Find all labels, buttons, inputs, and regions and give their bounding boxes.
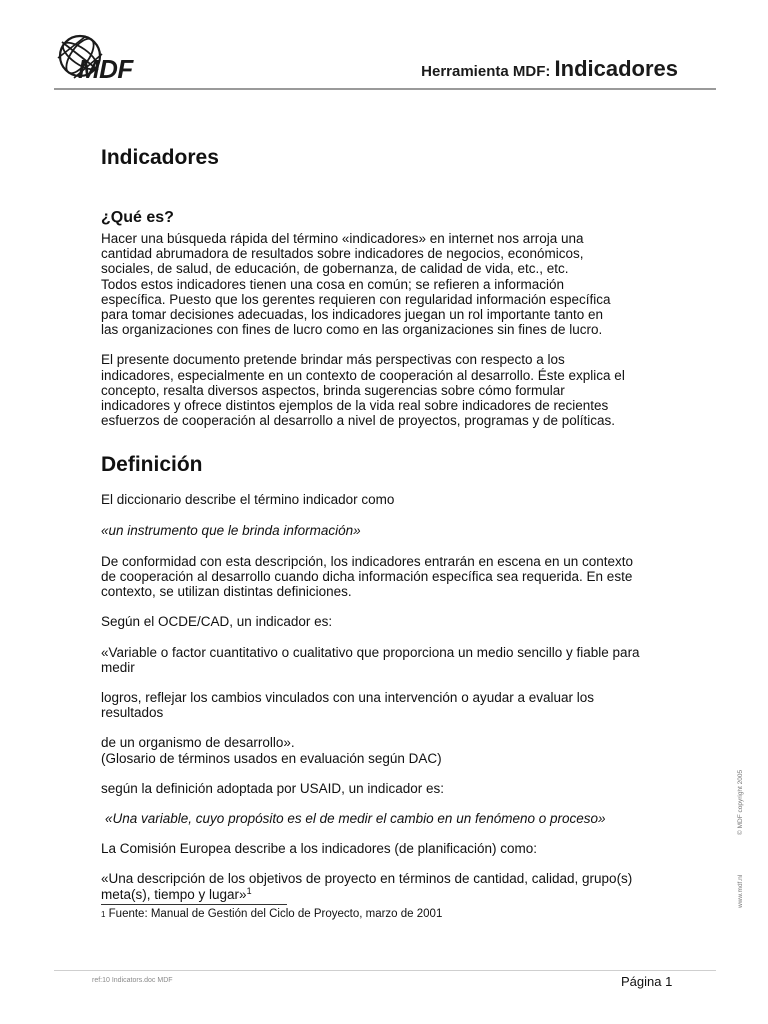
line: concepto, resalta diversos aspectos, brinda sugerencias sobre cómo formular [101, 382, 565, 398]
header-divider [54, 88, 716, 90]
ce-quote [101, 871, 691, 901]
page-number: Página 1 [621, 974, 673, 989]
mdf-logo [52, 28, 172, 90]
line: contexto, se utilizan distintas definiciones. [101, 584, 352, 600]
heading-indicadores: Indicadores [101, 146, 219, 169]
line: cantidad abrumadora de resultados sobre indicadores de negocios, económicos, [101, 246, 584, 262]
usaid-intro: según la definición adoptada por USAID, un indicador es: [101, 780, 444, 796]
line: De conformidad con esta descripción, los indicadores entrarán en escena en un contexto [101, 553, 634, 569]
line: Hacer una búsqueda rápida del término «indicadores» en internet nos arroja una [101, 231, 584, 246]
ocde-quote-part-1 [101, 645, 691, 675]
line: indicadores y ofrece distintos ejemplos de la vida real sobre indicadores de recientes [101, 398, 609, 414]
line: indicadores, especialmente en un contexto de cooperación al desarrollo. Éste explica el [101, 367, 625, 383]
line: meta(s), tiempo y lugar» [101, 886, 247, 902]
line: (Glosario de términos usados en evaluación según DAC) [101, 750, 442, 766]
ce-intro: La Comisión Europea describe a los indicadores (de planificación) como: [101, 841, 537, 857]
line: «Una descripción de los objetivos de proyecto en términos de cantidad, calidad, grupo(s) [101, 871, 633, 887]
line: de un organismo de desarrollo». [101, 735, 295, 751]
paragraph-intro-2 [101, 352, 691, 428]
heading-definicion: Definición [101, 453, 203, 477]
ocde-quote-part-3 [101, 735, 691, 765]
line: específica. Puesto que los gerentes requieren con regularidad información específica [101, 291, 611, 307]
logo-text: MDF [78, 54, 133, 84]
header-title-prefix: Herramienta MDF: [421, 63, 555, 80]
header-title [421, 56, 678, 82]
footnote-ref[interactable]: 1 [246, 885, 252, 896]
line: las organizaciones con fines de lucro como en las organizaciones sin fines de lucro. [101, 322, 603, 338]
line: para tomar decisiones adecuadas, los indicadores juegan un rol importante tanto en [101, 307, 604, 323]
line: sociales, de salud, de educación, de gobernanza, de calidad de vida, etc., etc. [101, 261, 569, 277]
definition-intro: El diccionario describe el término indicador como [101, 492, 395, 508]
line: de cooperación al desarrollo cuando dicha información específica sea requerida. En este [101, 569, 633, 585]
paragraph-conformidad [101, 554, 691, 600]
paragraph-intro-1 [101, 231, 691, 337]
document-body [101, 145, 691, 922]
side-margin-text [737, 690, 747, 920]
ocde-quote-part-2 [101, 690, 691, 720]
line: logros, reflejar los cambios vinculados con una intervención o ayudar a evaluar los [101, 690, 595, 706]
side-copyright: © MDF copyright 2005 [737, 769, 744, 835]
ocde-intro: Según el OCDE/CAD, un indicador es: [101, 614, 333, 630]
line: resultados [101, 705, 164, 721]
footnote [101, 907, 691, 922]
heading-que-es: ¿Qué es? [101, 209, 174, 226]
footnote-number: 1 [101, 909, 106, 919]
line: medir [101, 659, 135, 675]
line: Todos estos indicadores tienen una cosa en común; se refieren a información [101, 276, 565, 292]
footnote-divider [101, 904, 287, 905]
line: El presente documento pretende brindar más perspectivas con respecto a los [101, 352, 565, 368]
definition-quote: «un instrumento que le brinda información» [101, 522, 361, 538]
usaid-quote: «Una variable, cuyo propósito es el de medir el cambio en un fenómeno o proceso» [105, 811, 606, 827]
footnote-text: Fuente: Manual de Gestión del Ciclo de Proyecto, marzo de 2001 [105, 907, 443, 920]
footer-reference: ref:10 Indicators.doc MDF [92, 977, 173, 984]
line: «Variable o factor cuantitativo o cualitativo que proporciona un medio sencillo y fiable para [101, 644, 640, 660]
line: esfuerzos de cooperación al desarrollo a nivel de proyectos, programas y de políticas. [101, 413, 616, 429]
header-title-main: Indicadores [554, 56, 678, 81]
side-url: www.mdf.nl [737, 874, 744, 908]
footer-divider [54, 970, 716, 971]
